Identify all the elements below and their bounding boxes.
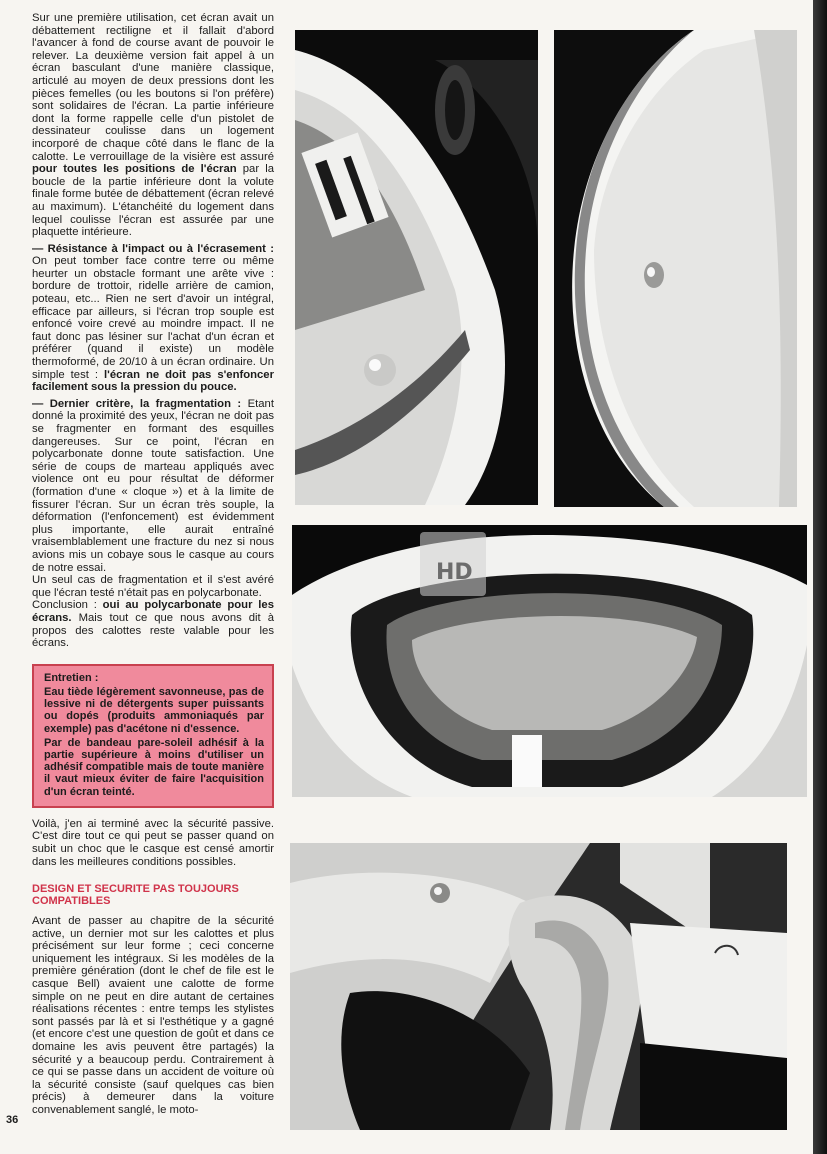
entretien-text-1: Eau tiède légèrement savonneuse, pas de lessive ni de détergents super puissants ou dopés (produits ammoniaqués par exemple) pas d'acétone ni d'essence. — [44, 685, 264, 735]
page-edge — [813, 0, 827, 1154]
intro-paragraph: Sur une première utilisation, cet écran avait un débattement rectiligne et il fallait d'abord l'avancer à fond de course avant de pouvoir le relever. La deuxième version fait appel à un écran basculant d'une manière classique, articulé au moyen de deux pressions dont les pièces femelles (ou les boutons si l'on préfère) sont solidaires de l'écran. La partie inférieure dont la forme rappelle celle d'un pistolet de dessinateur coulisse dans un logement incorporé de chaque côté dans le flanc de la calotte. Le verrouillage de la visière est assuré pour toutes les positions de l'écran par la boucle de la partie inférieure dont la volute finale forme butée de débattement (écran relevé au maximum). L'étanchéité du logement dans lequel coulisse l'écran est assurée par une plaquette intérieure. — [32, 12, 274, 239]
fragmentation-heading: — Dernier critère, la fragmentation : — [32, 397, 242, 410]
impact-paragraph: — Résistance à l'impact ou à l'écrasement : On peut tomber face contre terre ou même heurter un obstacle formant une arête vive : bordure de trottoir, ridelle arrière de camion, poteau, etc... Rien ne sert d'avoir un intégral, efficace par ailleurs, si l'écran trop souple est enfoncé voire crevé au moindre impact. Il ne faut donc pas lésiner sur l'achat d'un écran et préférer (quand il existe) un modèle thermoformé, de 20/10 à un écran ordinaire. Un simple test : l'écran ne doit pas s'enfoncer facilement sous la pression du pouce. — [32, 242, 274, 394]
fragmentation-paragraph: — Dernier critère, la fragmentation : Etant donné la proximité des yeux, l'écran ne doit pas se fragmenter en formant des esquilles dangereuses. Sur ce point, l'écran en polycarbonate donne toute satisfaction. Une série de coups de marteau appliqués avec violence ont eu pour résultat de déformer (formation d'une « cloque ») et à la limite de fissurer l'écran. Sur un écran très souple, la déformation (l'enfoncement) est évidemment plus importante, elle aurait entraîné vraisemblablement une fracture du nez si nous avions mis un cobaye sous le casque au cours de notre essai. Un seul cas de fragmentation et il s'est avéré que l'écran testé n'était pas en polycarbonate. Conclusion : oui au polycarbonate pour les écrans. Mais tout ce que nous avons dit à propos des calottes reste valable pour les écrans. — [32, 397, 274, 650]
design-paragraph: Avant de passer au chapitre de la sécurité active, un dernier mot sur les calottes et plus précisément sur leur forme ; ceci concerne uniquement les intégraux. Si les modèles de la première génération (dont le chef de file est le casque Bell) avaient une calotte de forme simple on ne peut en dire autant de certaines réalisations récentes : entre temps les stylistes sont passés par là et si l'esthétique y a gagné (et encore c'est une question de goût et dans ce domaine les avis peuvent être partagés) la sécurité y a beaucoup perdu. Contrairement à ce qui se passe dans un accident de voiture où la sécurité consiste (sauf quelques cas bien précis) à demeurer dans la voiture convenablement sanglé, le moto- — [32, 915, 274, 1116]
entretien-box — [32, 664, 274, 808]
page-number: 36 — [6, 1114, 19, 1126]
design-heading: DESIGN ET SECURITE PAS TOUJOURS COMPATIBLES — [32, 883, 239, 907]
entretien-title: Entretien : — [44, 671, 99, 684]
entretien-text-2: Par de bandeau pare-soleil adhésif à la partie supérieure à moins d'utiliser un adhésif compatible mais de toute manière il vaut mieux éviter de faire l'acquisition d'un écran teinté. — [44, 736, 264, 798]
watermark-logo — [420, 532, 486, 596]
photo-visor-hinge-left — [295, 30, 538, 505]
photo-visor-hinge-right — [554, 30, 797, 507]
watermark-text: HD — [436, 560, 473, 585]
photo-helmet-visor-front — [292, 525, 807, 797]
passive-paragraph: Voilà, j'en ai terminé avec la sécurité passive. C'est dire tout ce qui peut se passer quand on subit un choc que le casque est censé amortir dans les meilleures conditions possibles. — [32, 817, 274, 868]
photo-hand-on-helmet — [290, 843, 787, 1130]
impact-heading: — Résistance à l'impact ou à l'écrasement : — [32, 242, 274, 255]
text-column — [32, 12, 274, 1121]
